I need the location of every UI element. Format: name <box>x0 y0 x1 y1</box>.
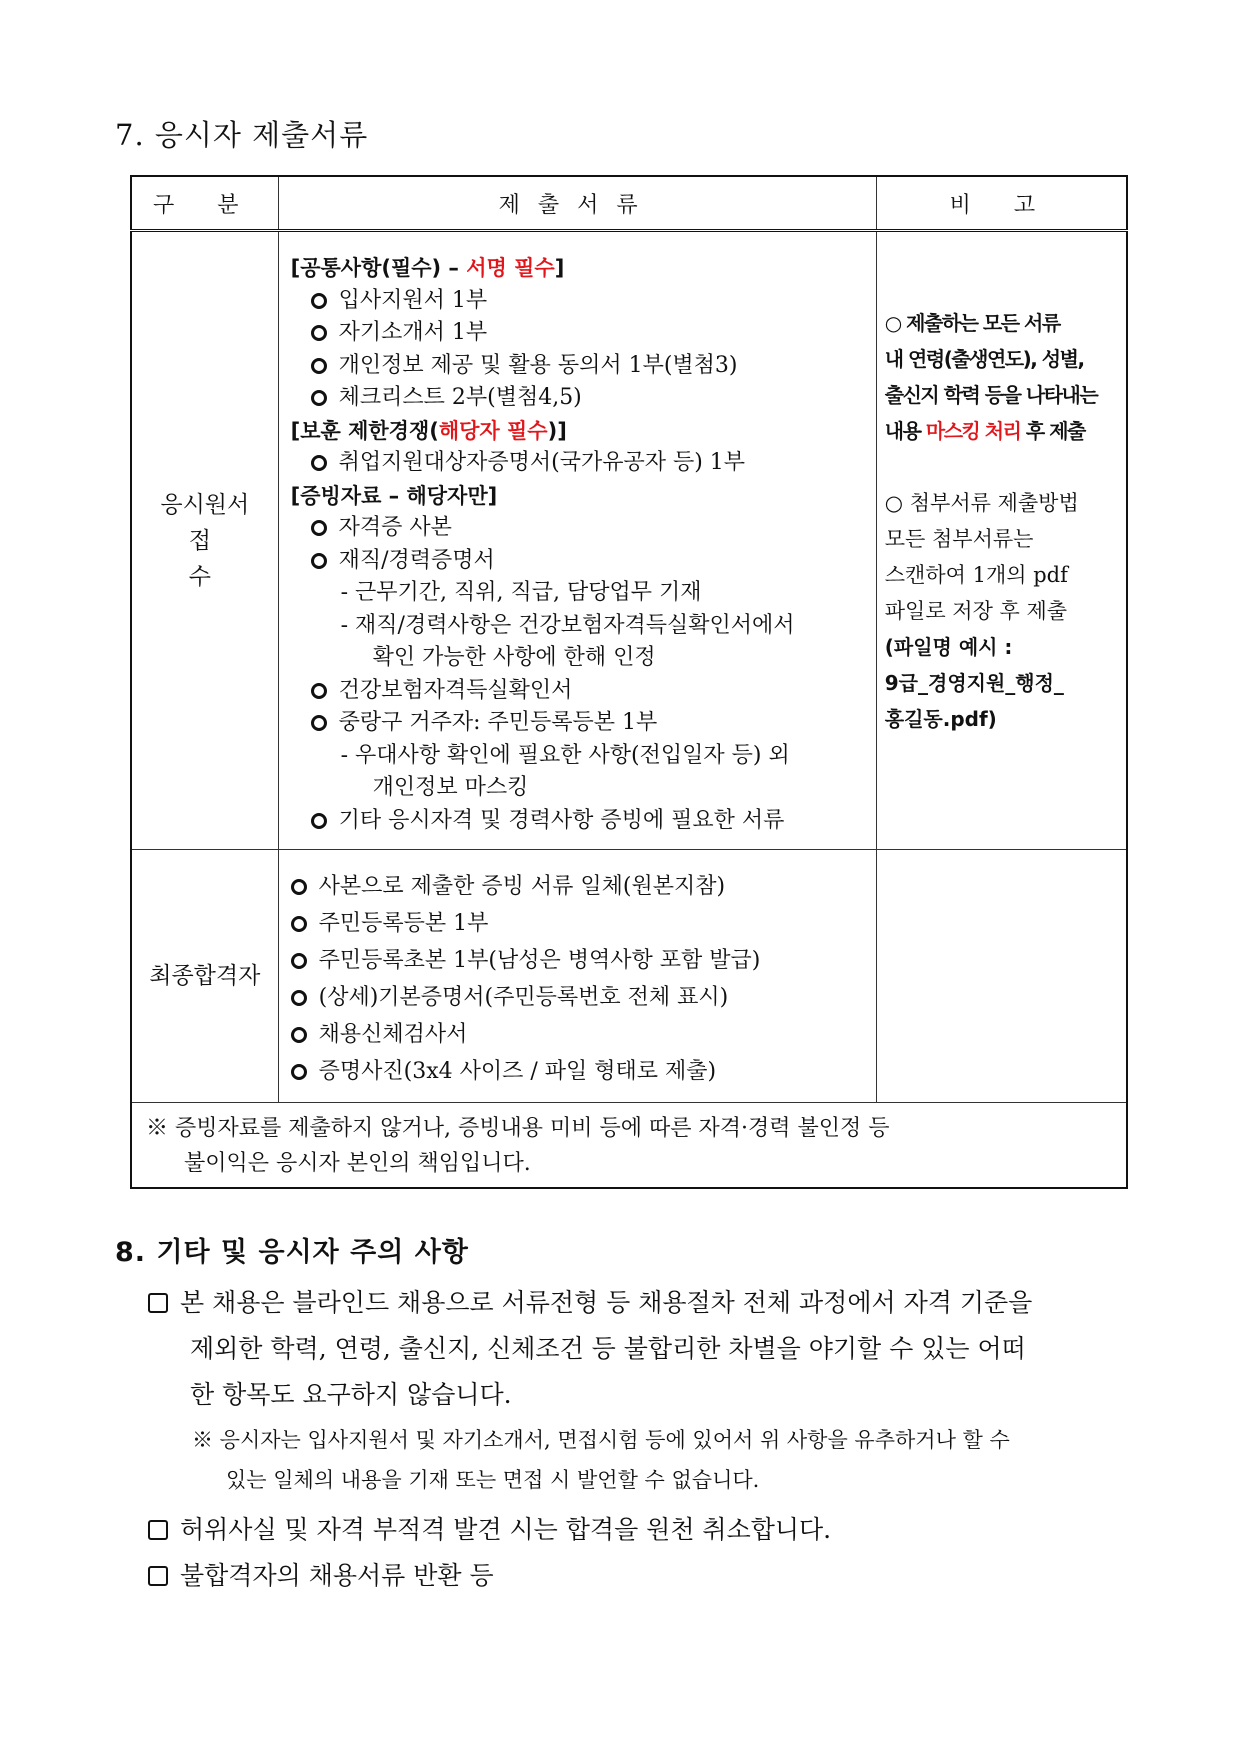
circle-bullet-icon <box>291 953 307 969</box>
list-item: 중랑구 거주자: 주민등록등본 1부 <box>291 707 876 740</box>
circle-bullet-icon <box>311 553 327 569</box>
table-row-final <box>131 850 1127 1103</box>
table-row-application <box>131 231 1127 850</box>
circle-bullet-icon <box>311 358 327 374</box>
remarks-final <box>876 850 1127 1103</box>
attachment-note: ○ 첨부서류 제출방법 모든 첨부서류는 스캔하여 1개의 pdf 파일로 저장 후 제출 (파일명 예시 : 9급_경영지원_행정_ 홍길동.pdf) <box>884 490 1079 731</box>
circle-bullet-icon <box>311 293 327 309</box>
list-item: 자기소개서 1부 <box>291 317 876 350</box>
remarks-application <box>876 231 1127 850</box>
documents-application <box>278 231 876 850</box>
veteran-header: [보훈 제한경쟁(해당자 필수)] <box>290 418 567 443</box>
notice-subnote: ※ 응시자는 입사지원서 및 자기소개서, 면접시험 등에 있어서 위 사항을 유추하거나 할 수 있는 일체의 내용을 기재 또는 면접 시 발언할 수 없습니다. <box>192 1428 1010 1492</box>
list-item: 체크리스트 2부(별첨4,5) <box>291 382 876 415</box>
notice-item-false-info: 허위사실 및 자격 부적격 발견 시는 합격을 원천 취소합니다. <box>148 1510 831 1546</box>
circle-bullet-icon <box>291 990 307 1006</box>
list-item: 증명사진(3x4 사이즈 / 파일 형태로 제출) <box>291 1053 876 1090</box>
circle-bullet-icon <box>311 683 327 699</box>
circle-bullet-icon <box>311 520 327 536</box>
circle-bullet-icon <box>291 1064 307 1080</box>
list-item: 자격증 사본 <box>291 512 876 545</box>
square-bullet-icon <box>148 1566 168 1586</box>
list-item: 주민등록등본 1부 <box>291 905 876 942</box>
list-item: 재직/경력증명서 <box>291 545 876 578</box>
circle-bullet-icon <box>311 715 327 731</box>
sub-item: - 근무기간, 직위, 직급, 담당업무 기재 <box>340 580 702 605</box>
circle-bullet-icon <box>291 916 307 932</box>
sub-item-cont: 확인 가능한 사항에 한해 인정 <box>372 645 656 670</box>
section7-title: 7. 응시자 제출서류 <box>115 118 369 152</box>
common-header: [공통사항(필수) – 서명 필수] <box>290 256 565 280</box>
table-header-row <box>131 176 1127 231</box>
list-item: 취업지원대상자증명서(국가유공자 등) 1부 <box>291 447 876 480</box>
sub-item: - 재직/경력사항은 건강보험자격득실확인서에서 <box>340 612 795 638</box>
square-bullet-icon <box>148 1293 168 1313</box>
documents-table <box>130 175 1128 1189</box>
list-item: 건강보험자격득실확인서 <box>291 675 876 708</box>
header-remarks: 비 고 <box>876 176 1127 231</box>
category-final: 최종합격자 <box>131 850 278 1103</box>
notice-item-blind: 본 채용은 블라인드 채용으로 서류전형 등 채용절차 전체 과정에서 자격 기준을 제외한 학력, 연령, 출신지, 신체조건 등 불합리한 차별을 야기할 수 있는 어떠 한 항목도 요구하지 않습니다. <box>148 1280 1138 1418</box>
documents-final <box>278 850 876 1103</box>
masking-note: ○ 제출하는 모든 서류 내 연령(출생연도), 성별, 출신지 학력 등을 나타내는 내용 마스킹 처리 후 제출 <box>884 310 1098 443</box>
list-item: 개인정보 제공 및 활용 동의서 1부(별첨3) <box>291 350 876 383</box>
circle-bullet-icon <box>291 879 307 895</box>
table-footnote-row <box>131 1103 1127 1189</box>
circle-bullet-icon <box>311 455 327 471</box>
proof-header: [증빙자료 – 해당자만] <box>290 483 498 508</box>
circle-bullet-icon <box>311 813 327 829</box>
list-item: 주민등록초본 1부(남성은 병역사항 포함 발급) <box>291 942 876 979</box>
list-item: 기타 응시자격 및 경력사항 증빙에 필요한 서류 <box>291 805 876 838</box>
header-documents: 제출서류 <box>278 176 876 231</box>
sub-item-cont: 개인정보 마스킹 <box>372 775 529 800</box>
list-item: 사본으로 제출한 증빙 서류 일체(원본지참) <box>291 868 876 905</box>
header-category: 구 분 <box>131 176 278 231</box>
square-bullet-icon <box>148 1520 168 1540</box>
section8-title: 8. 기타 및 응시자 주의 사항 <box>115 1237 469 1268</box>
table-footnote: ※ 증빙자료를 제출하지 않거나, 증빙내용 미비 등에 따른 자격·경력 불인정 등 불이익은 응시자 본인의 책임입니다. <box>131 1103 1127 1189</box>
circle-bullet-icon <box>311 390 327 406</box>
circle-bullet-icon <box>311 325 327 341</box>
list-item: (상세)기본증명서(주민등록번호 전체 표시) <box>291 979 876 1016</box>
circle-bullet-icon <box>291 1027 307 1043</box>
list-item: 채용신체검사서 <box>291 1016 876 1053</box>
sub-item: - 우대사항 확인에 필요한 사항(전입일자 등) 외 <box>340 742 790 768</box>
list-item: 입사지원서 1부 <box>291 285 876 318</box>
notice-item-return-docs: 불합격자의 채용서류 반환 등 <box>148 1556 494 1592</box>
category-application: 응시원서 접 수 <box>131 231 278 850</box>
